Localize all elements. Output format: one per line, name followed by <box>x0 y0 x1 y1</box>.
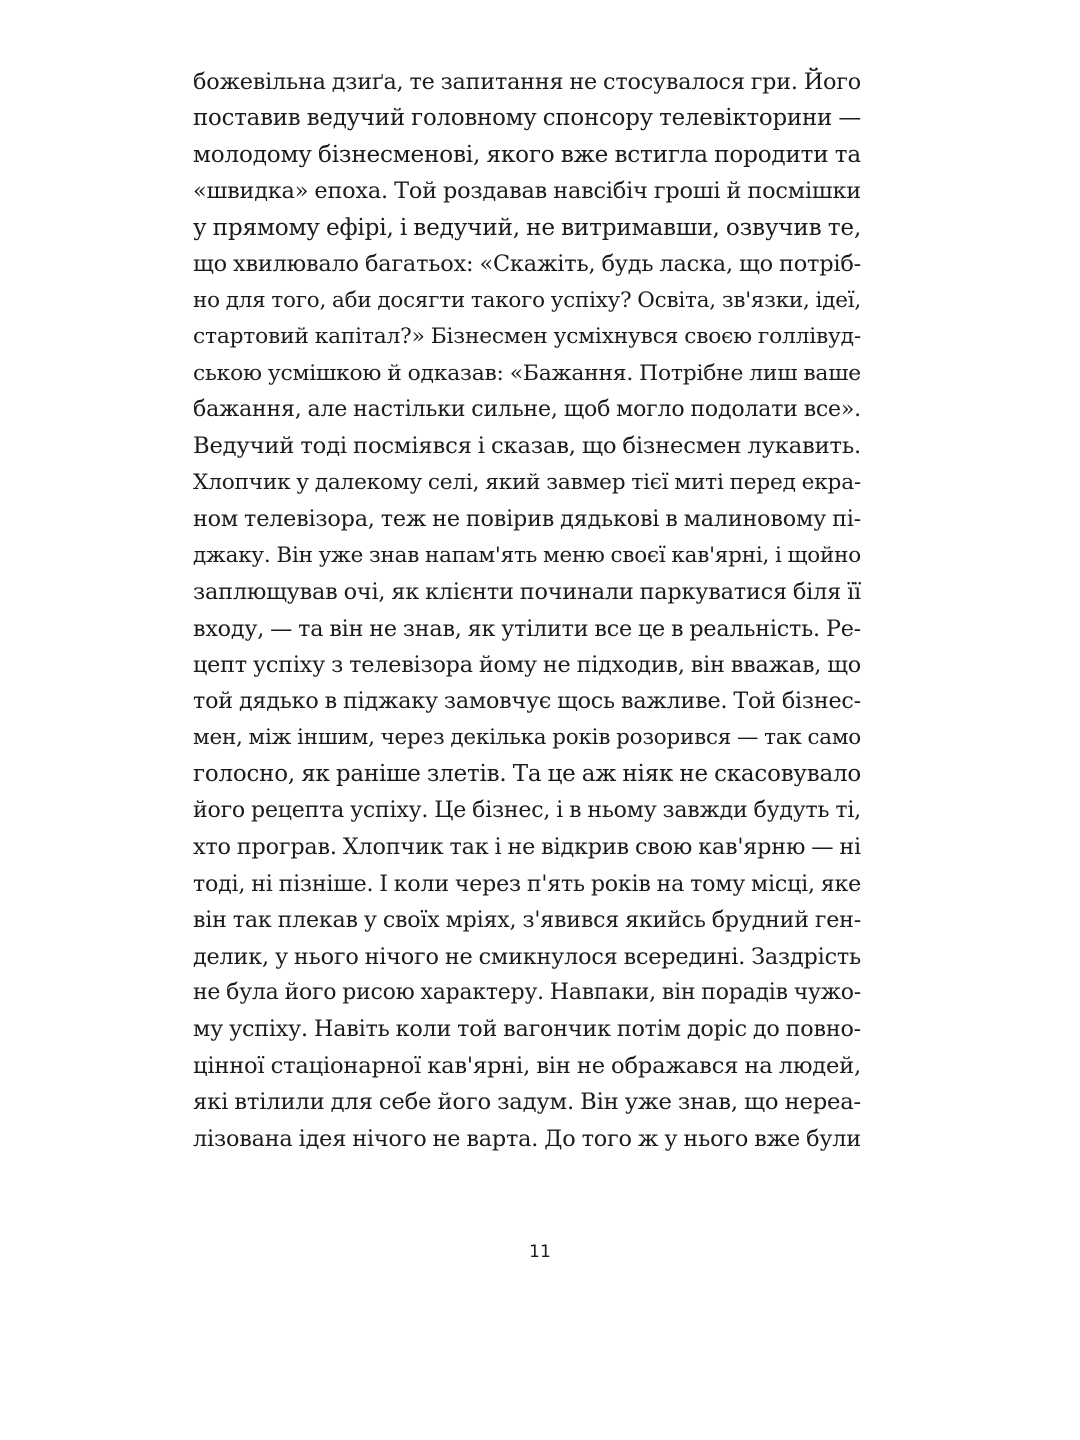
text-line: тоді, ні пізніше. І коли через п'ять років на тому місці, яке <box>193 870 861 897</box>
text-line: лізована ідея нічого не варта. До того ж у нього вже були <box>193 1125 861 1152</box>
text-line: той дядько в піджаку замовчує щось важливе. Той бізнес- <box>193 688 861 715</box>
text-line: Ведучий тоді посміявся і сказав, що бізнесмен лукавить. <box>193 433 861 460</box>
text-line: бажання, але настільки сильне, щоб могло подолати все». <box>193 396 861 422</box>
text-line: ською усмішкою й одказав: «Бажання. Потрібне лиш ваше <box>193 360 861 386</box>
text-line: Хлопчик у далекому селі, який завмер тієї миті перед екра- <box>193 469 861 495</box>
text-line: що хвилювало багатьох: «Скажіть, будь ласка, що потріб- <box>193 251 861 278</box>
text-line: не була його рисою характеру. Навпаки, він порадів чужо- <box>193 979 861 1005</box>
text-line: цінної стаціонарної кав'ярні, він не ображався на людей, <box>193 1052 861 1079</box>
text-line: входу, — та він не знав, як утілити все це в реальність. Ре- <box>193 615 861 642</box>
text-line: заплющував очі, як клієнти починали паркуватися біля її <box>193 579 861 606</box>
text-line: божевільна дзиґа, те запитання не стосувалося гри. Його <box>193 69 861 95</box>
text-line: він так плекав у своїх мріях, з'явився якийсь брудний ген- <box>193 907 861 934</box>
text-line: му успіху. Навіть коли той вагончик потім доріс до повно- <box>193 1016 861 1043</box>
body-text <box>193 64 861 1157</box>
text-line: «швидка» епоха. Той роздавав навсібіч гроші й посмішки <box>193 178 861 205</box>
text-line: поставив ведучий головному спонсору телевікторини — <box>193 105 861 132</box>
text-line: його рецепта успіху. Це бізнес, і в ньому завжди будуть ті, <box>193 797 861 823</box>
text-line: но для того, аби досягти такого успіху? Освіта, зв'язки, ідеї, <box>193 287 861 313</box>
text-line: делик, у нього нічого не смикнулося всередині. Заздрість <box>193 943 861 970</box>
text-line: джаку. Він уже знав напам'ять меню своєї кав'ярні, і щойно <box>193 542 861 568</box>
text-line: які втілили для себе його задум. Він уже знав, що нереа- <box>193 1089 861 1116</box>
text-line: стартовий капітал?» Бізнесмен усміхнувся своєю голлівуд- <box>193 324 861 350</box>
text-line: у прямому ефірі, і ведучий, не витримавши, озвучив те, <box>193 213 861 241</box>
text-line: молодому бізнесменові, якого вже встигла породити та <box>193 141 861 168</box>
text-line: голосно, як раніше злетів. Та це аж ніяк не скасовувало <box>193 761 861 788</box>
text-line: ном телевізора, теж не повірив дядькові в малиновому пі- <box>193 506 861 533</box>
text-line: мен, між іншим, через декілька років розорився — так само <box>193 724 861 750</box>
page-number: 11 <box>529 1242 551 1262</box>
text-line: цепт успіху з телевізора йому не підходив, він вважав, що <box>193 652 861 678</box>
text-line: хто програв. Хлопчик так і не відкрив свою кав'ярню — ні <box>193 834 861 861</box>
